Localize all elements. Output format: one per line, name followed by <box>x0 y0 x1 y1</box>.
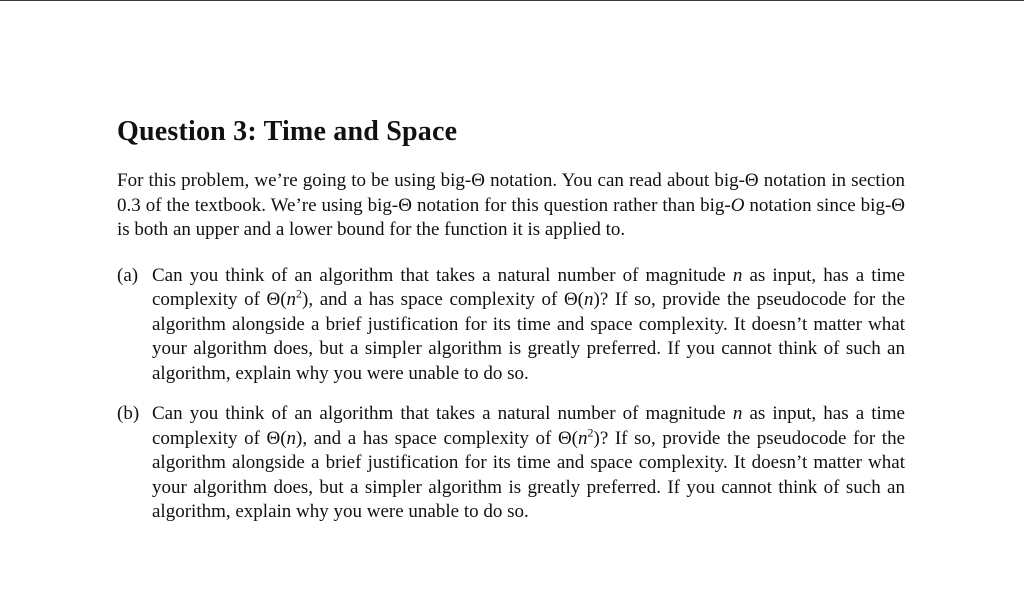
part-a-text-4: )? If so, provide the pseudocode for the algorithm alongside a brief justification for its time and space complexity. It doesn’t matter what your algorithm does, but a simpler algorithm is greatly preferred. If you cannot think of such an algorithm, explain why you were unable to do so. <box>152 289 905 384</box>
part-a-text-2: as input, has a time complexity of Θ( <box>152 264 905 310</box>
part-a-time-var: n <box>286 289 297 310</box>
part-b-label: (b) <box>117 403 140 424</box>
question-part-a <box>117 264 905 387</box>
part-b-text-3: ), and a has space complexity of Θ( <box>296 427 578 449</box>
part-a-space-var: n <box>584 289 594 310</box>
part-b-time-var: n <box>286 427 297 449</box>
part-b-space-exponent: 2 <box>587 425 594 440</box>
question-heading: Question 3: Time and Space <box>117 116 458 147</box>
big-o-symbol: O <box>730 194 745 216</box>
part-b-text-4: )? If so, provide the pseudocode for the algorithm alongside a brief justification for its time and space complexity. It doesn’t matter what your algorithm does, but a simpler algorithm is greatly preferred. If you cannot think of such an algorithm, explain why you were unable to do so. <box>152 427 905 522</box>
part-a-label: (a) <box>117 264 139 286</box>
part-a-var-n: n <box>732 264 743 286</box>
intro-text-part-1: For this problem, we’re going to be using big-Θ notation. You can read about big-Θ notation in section 0.3 of the textbook. We’re using big-Θ notation for this question rather than big- <box>117 170 905 216</box>
question-part-b <box>117 402 905 525</box>
part-a-text-1: Can you think of an algorithm that takes a natural number of magnitude <box>152 264 733 286</box>
part-b-text-1: Can you think of an algorithm that takes a natural number of magnitude <box>152 403 733 424</box>
document-page <box>117 112 905 525</box>
part-a-time-exponent: 2 <box>296 286 303 301</box>
part-a-text-3: ), and a has space complexity of Θ( <box>302 289 584 310</box>
intro-text-part-2: notation since big-Θ is both an upper and a lower bound for the function it is applied to. <box>117 194 906 240</box>
intro-paragraph <box>117 169 905 243</box>
part-b-space-var: n <box>578 427 588 449</box>
part-b-text-2: as input, has a time complexity of Θ( <box>152 403 905 449</box>
top-border-line <box>0 0 1024 1</box>
part-b-var-n: n <box>732 403 743 424</box>
question-parts-list <box>117 264 905 525</box>
